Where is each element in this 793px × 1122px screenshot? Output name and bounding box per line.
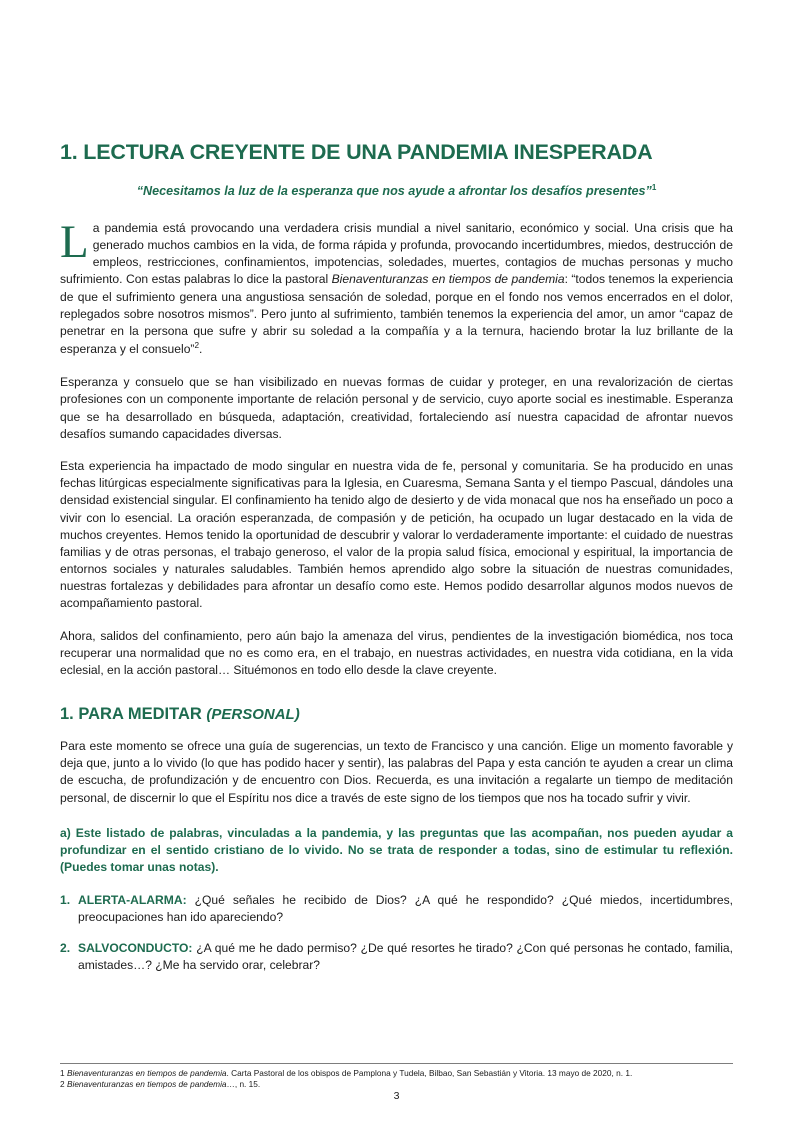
footnote-marker: 2 — [60, 1079, 65, 1090]
paragraph-1-part1: a pandemia está provocando una verdadera crisis mundial a nivel sanitario, económico y social. Una crisis que ha generado muchos cambios en la vida, de forma rápida y profunda, provocando incertidumbres, miedos, destrucción de empleos, restricciones, confinamientos, impotencias, soledades, muertes, contagios de muchas personas y mucho sufrimiento. Con estas palabras lo dice la pastoral — [60, 220, 733, 287]
page-content — [60, 140, 733, 987]
section-heading-qualifier: (PERSONAL) — [206, 706, 300, 724]
footnote-text: . Carta Pastoral de los obispos de Pamplona y Tudela, Bilbao, San Sebastián y Vitoria. 13 mayo de 2020, n. 1. — [226, 1068, 633, 1078]
document-subtitle — [60, 183, 733, 198]
list-item — [60, 892, 733, 926]
paragraph-3: Esta experiencia ha impactado de modo singular en nuestra vida de fe, personal y comunitaria. Se ha producido en unas fechas litúrgicas especialmente significativas para la Iglesia, en Cuaresma, Semana Santa y el tiempo Pascual, dándoles una densidad existencial singular. El confinamiento ha tenido algo de desierto y de vida monacal que nos ha enseñado un poco a vivir con lo esencial. La oración esperanzada, de compasión y de petición, ha ocupado un lugar destacado en la vida de muchos creyentes. Hemos tenido la oportunidad de descubrir y valorar lo verdaderamente importante: el cuidado de nuestras familias y de otras personas, el trabajo generoso, el valor de la propia salud física, emocional y espiritual, la importancia de entornos sociales y naturales saludables. También hemos aprendido algo sobre la situación de nuestras comunidades, nuestras fortalezas y debilidades para afrontar un desafío como este. Hemos podido desarrollar algunos modos nuevos de acompañamiento pastoral. — [60, 459, 733, 611]
footnote-marker: 1 — [60, 1068, 65, 1078]
footnote-italic-title: Bienaventuranzas en tiempos de pandemia — [66, 1068, 227, 1078]
paragraph-2: Esperanza y consuelo que se han visibilizado en nuevas formas de cuidar y proteger, en una revalorización de ciertas profesiones con un componente importante de relación personal y de servicio, cuyo aporte social es inestimable. Esperanza que se ha desarrollado en búsqueda, adaptación, creatividad, fortaleciendo así nuestra capacidad de afrontar nuevos desafíos sumando capacidades diversas. — [60, 375, 733, 441]
subtitle-text: “Necesitamos la luz de la esperanza que nos ayude a afrontar los desafíos presentes” — [136, 183, 652, 198]
section-heading-para-meditar — [60, 705, 733, 724]
page-number: 3 — [393, 1090, 400, 1102]
footnote — [60, 1068, 733, 1079]
section-heading-text: 1. PARA MEDITAR — [60, 705, 207, 724]
list-item-number: 2. — [60, 940, 71, 955]
footnote — [60, 1079, 733, 1090]
list-item-keyword: SALVOCONDUCTO: — [78, 940, 193, 955]
paragraph-5: Para este momento se ofrece una guía de sugerencias, un texto de Francisco y una canción. Elige un momento favorable y deja que, junto a lo vivido (lo que has podido hacer y sentir), las palabras del Papa y esta canción te ayuden a crear un clima de escucha, de profundización y de encuentro con Dios. Recuerda, es una invitación a regalarte un tiempo de meditación personal, de discernir lo que el Espíritu nos dice a través de este signo de los tiempos que nos ha tocado sufrir y vivir. — [60, 739, 733, 805]
list-item-keyword: ALERTA-ALARMA: — [78, 893, 187, 908]
list-item-text: ¿A qué me he dado permiso? ¿De qué resortes he tirado? ¿Con qué personas he contado, familia, amistades…? ¿Me ha servido orar, celebrar? — [78, 940, 733, 972]
list-item-number: 1. — [60, 893, 71, 908]
page-title: 1. LECTURA CREYENTE DE UNA PANDEMIA INESPERADA — [60, 140, 653, 164]
highlight-paragraph-a: a) Este listado de palabras, vinculadas a la pandemia, y las preguntas que las acompañan, nos pueden ayudar a profundizar en el sentido cristiano de lo vivido. No se trata de responder a todas, sino de estimular tu reflexión. (Puedes tomar unas notas). — [60, 825, 733, 875]
paragraph-1-part2: : “todos tenemos la experiencia de que el sufrimiento genera una angustiosa sensación de soledad, porque en el fondo nos vemos encerrados en el dolor, replegados sobre nosotros mismos”. Pero junto al sufrimiento, también tenemos la experiencia del amor, un amor “capaz de penetrar en la persona que sufre y abrir su soledad a la compañía y a la ternura, haciendo brotar la luz brillante de la esperanza y el consuelo” — [60, 272, 734, 357]
footnote-text: …, n. 15. — [226, 1079, 261, 1090]
paragraph-4: Ahora, salidos del confinamiento, pero aún bajo la amenaza del virus, pendientes de la investigación biomédica, nos toca recuperar una normalidad que no es como era, en el trabajo, en nuestras actividades, en nuestra vida cotidiana, en la vida eclesial, en la acción pastoral… Situémonos en todo ello desde la clave creyente. — [60, 628, 733, 677]
list-item-text: ¿Qué señales he recibido de Dios? ¿A qué he respondido? ¿Qué miedos, incertidumbres, preocupaciones han ido apareciendo? — [78, 893, 733, 925]
paragraph-1 — [60, 215, 734, 358]
footnotes-block — [60, 1063, 733, 1090]
paragraph-1-footnote-marker: 2 — [194, 341, 200, 351]
paragraph-1-end: . — [199, 342, 203, 357]
list-item — [60, 940, 733, 974]
drop-cap: L — [60, 215, 89, 268]
paragraph-1-italic-title: Bienaventuranzas en tiempos de pandemia — [331, 272, 565, 287]
footnote-italic-title: Bienaventuranzas en tiempos de pandemia — [66, 1079, 227, 1090]
subtitle-footnote-marker: 1 — [651, 182, 657, 192]
